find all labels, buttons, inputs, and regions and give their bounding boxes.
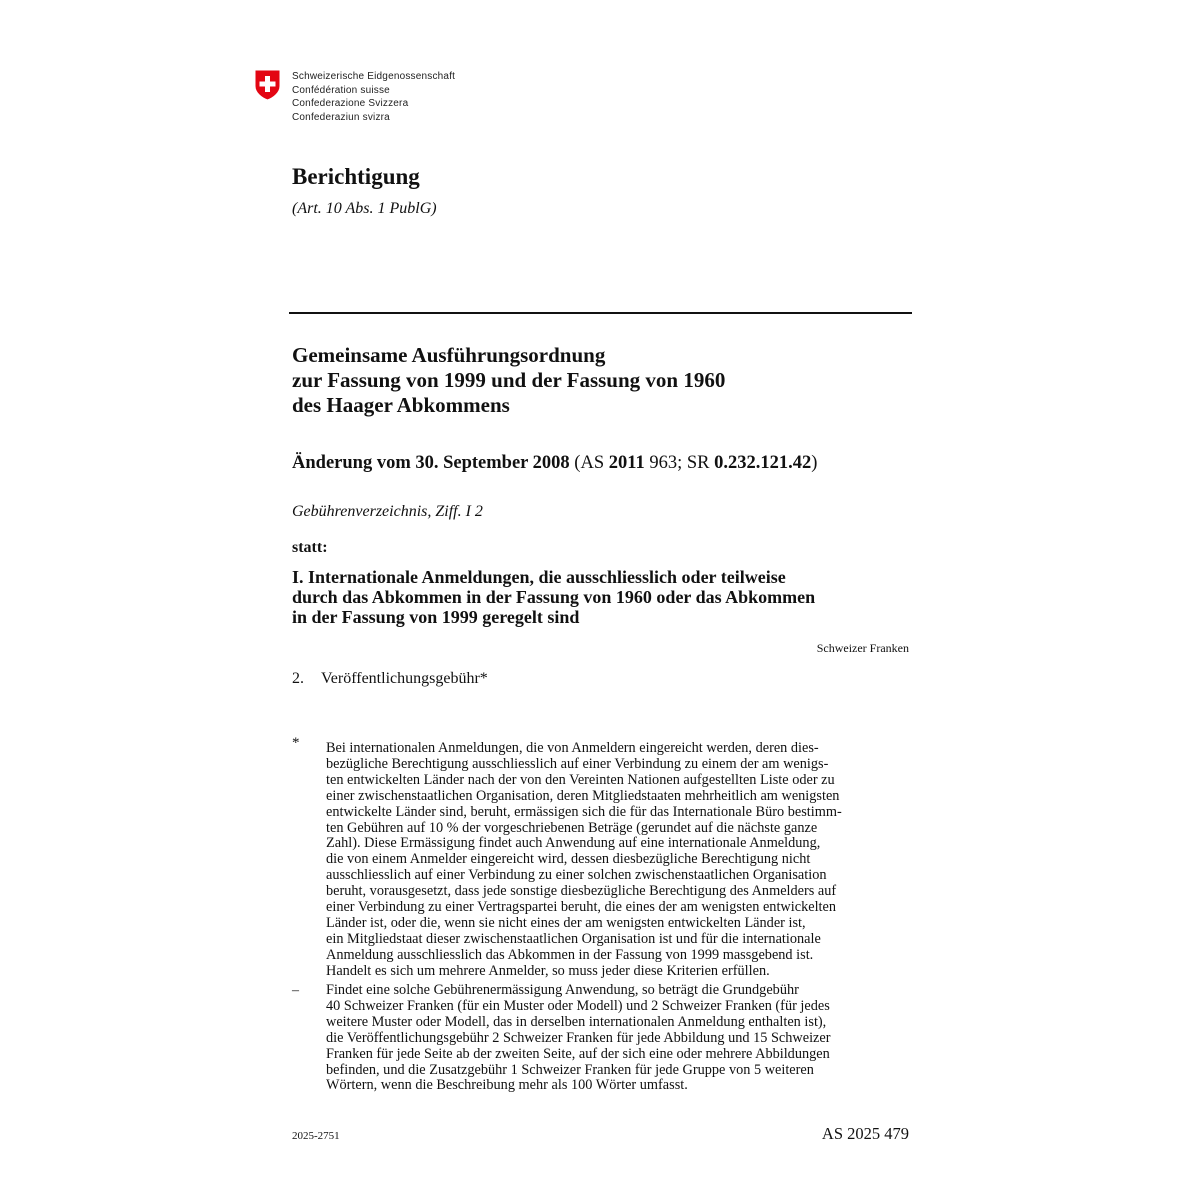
fee-item-number: 2. xyxy=(292,670,304,687)
amendment-close: ) xyxy=(811,453,818,473)
section-heading xyxy=(292,567,815,627)
title-divider xyxy=(289,312,912,314)
footnote-paragraph-1 xyxy=(326,741,842,980)
footnote-line: Zahl). Diese Ermässigung findet auch Anwendung auf eine internationale Anmeldung, xyxy=(326,835,821,852)
footnote-line: Franken für jede Seite ab der zweiten Seite, auf der sich eine oder mehrere Abbildungen xyxy=(326,1045,830,1062)
gov-name-fr: Confédération suisse xyxy=(292,84,390,96)
amendment-line xyxy=(292,453,817,474)
footnote-line: die von einem Anmelder eingereicht wird, dessen diesbezügliche Berechtigung nicht xyxy=(326,851,811,868)
act-title-line: Gemeinsame Ausführungsordnung xyxy=(292,343,606,367)
footnote-dash: – xyxy=(292,983,299,998)
section-heading-line: durch das Abkommen in der Fassung von 1960 oder das Abkommen xyxy=(292,587,816,607)
footnote-line: befinden, und die Zusatzgebühr 1 Schweizer Franken für jede Gruppe von 5 weiteren xyxy=(326,1061,814,1078)
statt-label: statt: xyxy=(292,539,328,556)
footnote-line: Länder ist, oder die, wenn sie nicht eines der am wenigsten entwickelten Länder ist, xyxy=(326,914,806,931)
act-title xyxy=(292,343,725,418)
gov-name-it: Confederazione Svizzera xyxy=(292,98,409,110)
emblem-cross-horizontal xyxy=(260,82,276,87)
footnote-line: ausschliesslich auf einer Verbindung zu einer solchen zwischenstaatlichen Organisation xyxy=(326,867,827,884)
footnote-line: ein Mitgliedstaat dieser zwischenstaatlichen Organisation ist und für die internationale xyxy=(326,930,821,947)
footnote-line: entwickelte Länder sind, beruht, ermässigen sich die für das Internationale Büro bestimm- xyxy=(326,803,842,820)
footnote-line: einer Verbindung zu einer Vertragspartei beruht, die eines der am wenigsten entwickelten xyxy=(326,899,837,916)
footnote-line: weitere Muster oder Modell, das in derselben internationalen Anmeldung enthalten ist), xyxy=(326,1013,827,1030)
footnote-line: Bei internationalen Anmeldungen, die von Anmeldern eingereicht werden, deren dies- xyxy=(326,740,819,756)
document-number: 2025-2751 xyxy=(292,1130,340,1142)
footnote-marker: * xyxy=(292,735,300,751)
act-title-line: zur Fassung von 1999 und der Fassung von 1960 xyxy=(292,368,726,392)
footnote-line: bezügliche Berechtigung ausschliesslich auf einer Verbindung zu einem der am wenigs- xyxy=(326,755,829,772)
footnote-line: beruht, vorausgesetzt, dass jede sonstige diesbezügliche Berechtigung des Anmelders auf xyxy=(326,883,837,900)
official-collection-reference: AS 2025 479 xyxy=(821,1124,909,1143)
swiss-cross-icon xyxy=(254,69,281,101)
gov-name-rm: Confederaziun svizra xyxy=(292,111,390,123)
currency-column-label: Schweizer Franken xyxy=(816,641,909,655)
document-subtitle: (Art. 10 Abs. 1 PublG) xyxy=(292,200,437,217)
fee-item xyxy=(292,670,488,688)
footnote-line: Findet eine solche Gebührenermässigung Anwendung, so beträgt die Grundgebühr xyxy=(326,982,799,998)
government-names xyxy=(292,70,455,124)
as-year: 2011 xyxy=(608,453,645,473)
section-heading-line: in der Fassung von 1999 geregelt sind xyxy=(292,607,580,627)
document-title: Berichtigung xyxy=(292,164,420,189)
footnote-line: Handelt es sich um mehrere Anmelder, so muss jeder diese Kriterien erfüllen. xyxy=(326,962,770,979)
amendment-date: Änderung vom 30. September 2008 xyxy=(292,453,570,473)
section-heading-line: I. Internationale Anmeldungen, die ausschliesslich oder teilweise xyxy=(292,567,786,587)
footnote-line: 40 Schweizer Franken (für ein Muster oder Modell) und 2 Schweizer Franken (für jedes xyxy=(326,997,830,1014)
footnote-line: Wörtern, wenn die Beschreibung mehr als 100 Wörter umfasst. xyxy=(326,1077,688,1094)
sr-number: 0.232.121.42 xyxy=(714,453,812,473)
footnote-paragraph-2 xyxy=(326,983,831,1094)
footnote-line: einer zwischenstaatlichen Organisation, deren Mitgliedstaaten mehrheitlich am wenigsten xyxy=(326,787,840,804)
footnote-line: Anmeldung ausschliesslich das Abkommen in der Fassung von 1999 massgebend ist. xyxy=(326,946,814,963)
as-page: 963; SR xyxy=(644,453,715,473)
amendment-open: (AS xyxy=(569,453,609,473)
act-title-line: des Haager Abkommens xyxy=(292,393,510,417)
fee-item-label: Veröffentlichungsgebühr* xyxy=(321,670,488,687)
footnote-line: die Veröffentlichungsgebühr 2 Schweizer Franken für jede Abbildung und 15 Schweizer xyxy=(326,1029,831,1046)
gov-name-de: Schweizerische Eidgenossenschaft xyxy=(292,71,456,82)
footnote-line: ten entwickelten Länder nach der von den Vereinten Nationen aufgestellten Liste oder zu xyxy=(326,771,835,788)
footnote-line: ten Gebühren auf 10 % der vorgeschriebenen Beträge (gerundet auf die nächste ganze xyxy=(326,819,818,836)
reference-line: Gebührenverzeichnis, Ziff. I 2 xyxy=(292,503,483,520)
